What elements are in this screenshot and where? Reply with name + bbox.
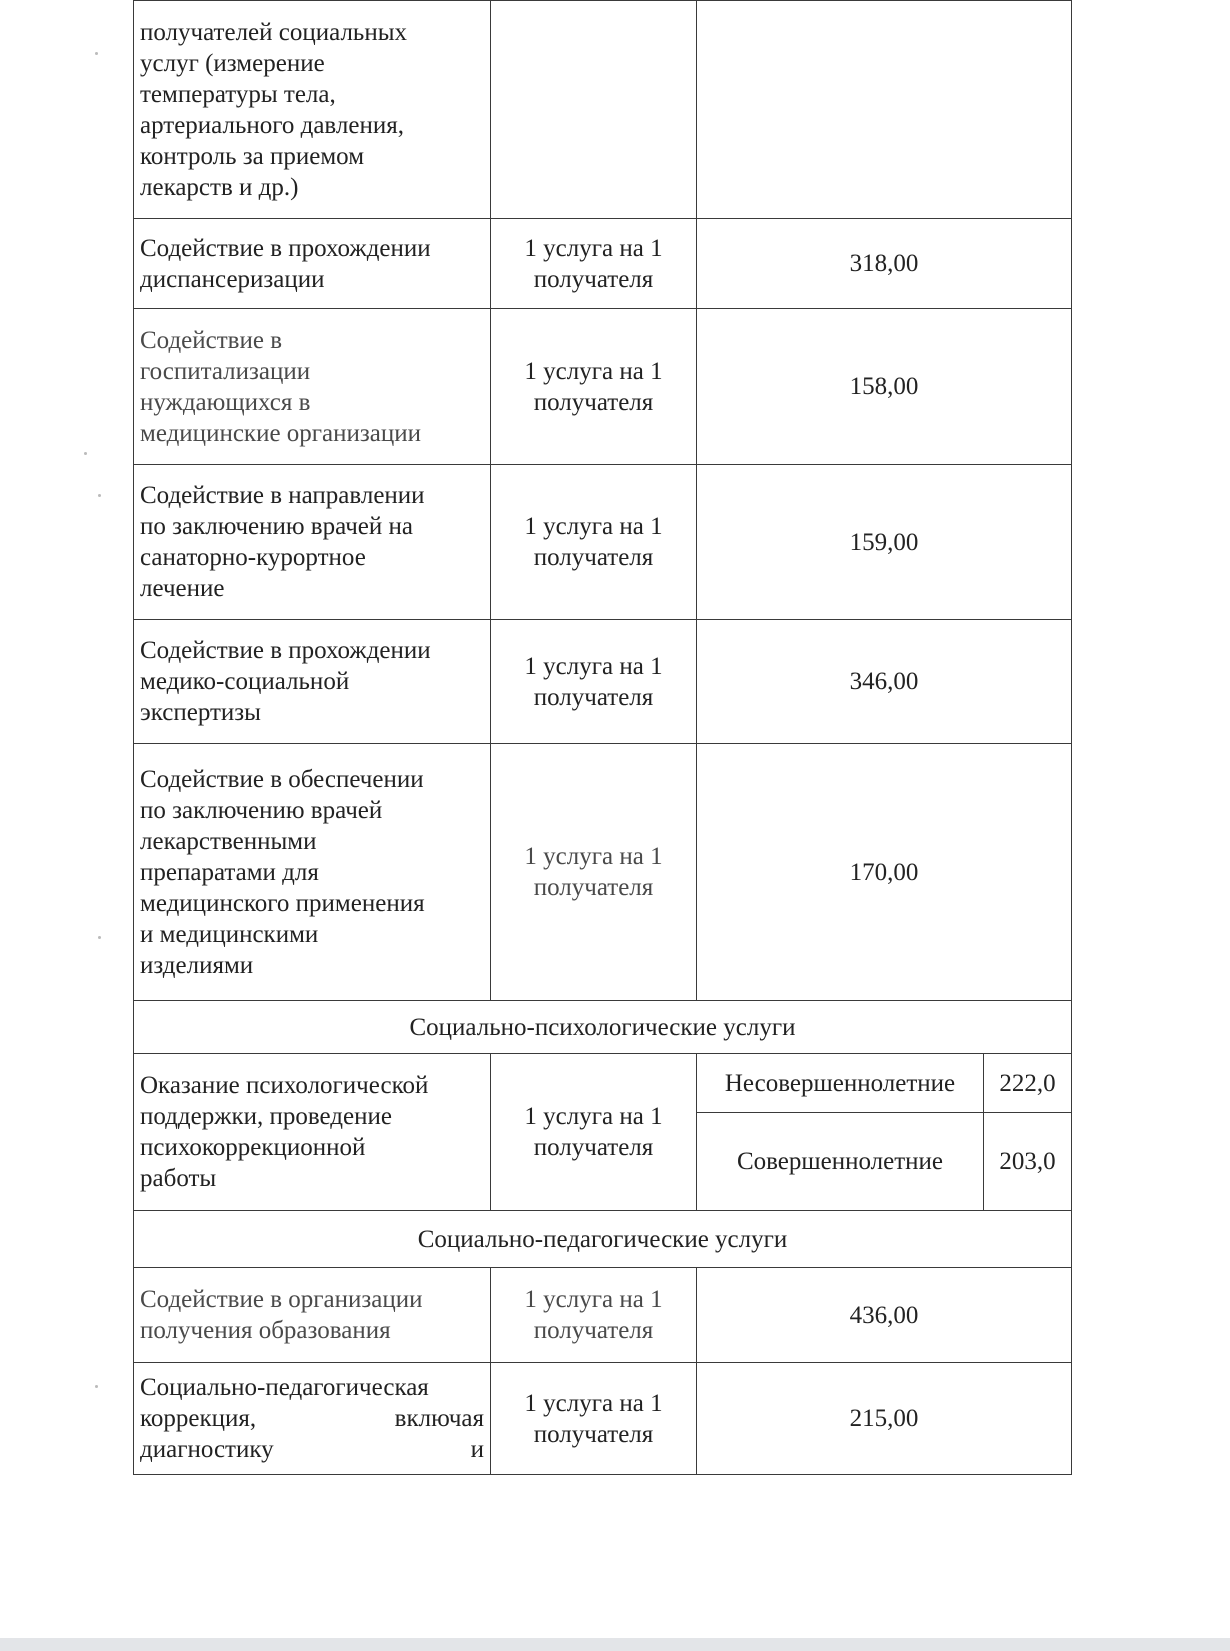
- group-price-minors: 222,0: [984, 1054, 1072, 1113]
- unit-cell: 1 услуга на 1 получателя: [491, 1363, 697, 1475]
- unit-cell: 1 услуга на 1 получателя: [491, 219, 697, 309]
- service-name-cell: Содействие в прохождении диспансеризации: [134, 219, 491, 309]
- price-cell: 215,00: [697, 1363, 1072, 1475]
- group-label-minors: Несовершеннолетние: [697, 1054, 984, 1113]
- price-cell: [697, 1, 1072, 219]
- service-name-cell: Содействие в прохождении медико-социальной экспертизы: [134, 620, 491, 744]
- table-row: [134, 309, 1072, 465]
- table-row: [134, 1268, 1072, 1363]
- price-cell: 158,00: [697, 309, 1072, 465]
- unit-cell: 1 услуга на 1 получателя: [491, 1054, 697, 1211]
- scan-bottom-edge: [0, 1638, 1230, 1651]
- price-cell: 318,00: [697, 219, 1072, 309]
- group-price-adults: 203,0: [984, 1113, 1072, 1211]
- table-row: [134, 1363, 1072, 1475]
- service-name-cell: Содействие в госпитализации нуждающихся в медицинские организации: [134, 309, 491, 465]
- price-cell: 170,00: [697, 744, 1072, 1001]
- scan-speck: [84, 452, 87, 455]
- table-row: [134, 465, 1072, 620]
- table-row: [134, 219, 1072, 309]
- table-row: [134, 620, 1072, 744]
- scan-speck: [98, 494, 101, 497]
- service-name-cell: Содействие в организации получения образования: [134, 1268, 491, 1363]
- unit-cell: [491, 1, 697, 219]
- price-cell: 346,00: [697, 620, 1072, 744]
- unit-cell: 1 услуга на 1 получателя: [491, 465, 697, 620]
- unit-cell: 1 услуга на 1 получателя: [491, 1268, 697, 1363]
- unit-cell: 1 услуга на 1 получателя: [491, 620, 697, 744]
- service-name-cell: Социально-педагогическая коррекция, включая диагностику и: [134, 1363, 491, 1475]
- section-header-row: [134, 1211, 1072, 1268]
- service-name-cell: Оказание психологической поддержки, проведение психокоррекционной работы: [134, 1054, 491, 1211]
- service-name-cell: Содействие в направлении по заключению врачей на санаторно-курортное лечение: [134, 465, 491, 620]
- scan-speck: [95, 1385, 98, 1388]
- price-cell: 159,00: [697, 465, 1072, 620]
- unit-cell: 1 услуга на 1 получателя: [491, 744, 697, 1001]
- service-name-cell: получателей социальных услуг (измерение температуры тела, артериального давления, контроль за приемом лекарств и др.): [134, 1, 491, 219]
- section-title-ped: Социально-педагогические услуги: [134, 1211, 1072, 1268]
- section-header-row: [134, 1001, 1072, 1054]
- table-row-continued: [134, 1, 1072, 219]
- tariff-table: [133, 0, 1072, 1475]
- section-title-psych: Социально-психологические услуги: [134, 1001, 1072, 1054]
- unit-cell: 1 услуга на 1 получателя: [491, 309, 697, 465]
- service-name-cell: Содействие в обеспечении по заключению врачей лекарственными препаратами для медицинского применения и медицинскими изделиями: [134, 744, 491, 1001]
- scan-speck: [95, 52, 98, 55]
- table-row-psych: [134, 1054, 1072, 1113]
- group-label-adults: Совершеннолетние: [697, 1113, 984, 1211]
- price-cell: 436,00: [697, 1268, 1072, 1363]
- scan-speck: [98, 936, 101, 939]
- table-row: [134, 744, 1072, 1001]
